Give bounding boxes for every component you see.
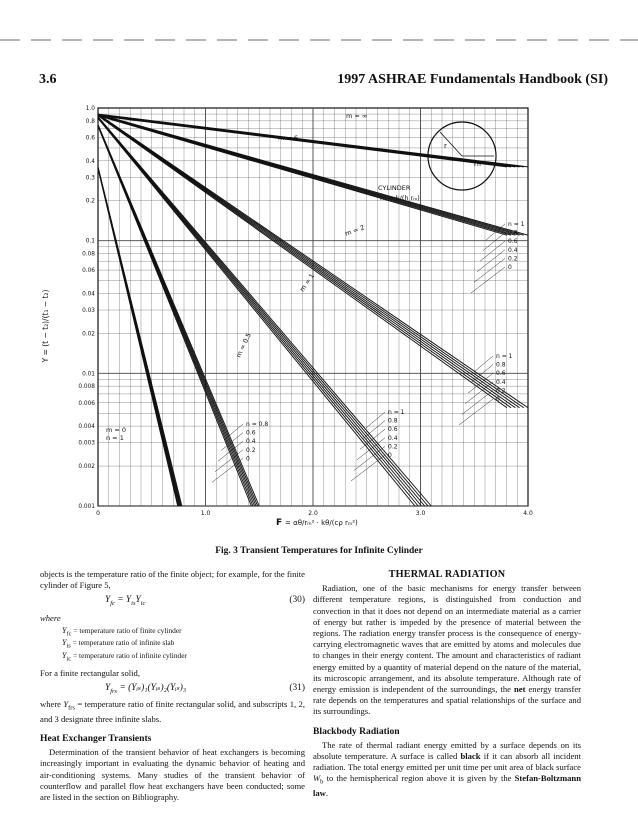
y-tick-label: 0.02 <box>82 331 95 338</box>
n-leader-line <box>474 356 493 372</box>
label-m-0: m = 0 <box>106 426 127 434</box>
y-tick-label: 0.01 <box>82 371 95 378</box>
n-value-label: 0.8 <box>508 229 518 237</box>
x-tick-label: 1.0 <box>200 510 211 517</box>
heat-exchanger-heading: Heat Exchanger Transients <box>40 732 152 744</box>
n-leader-line <box>477 250 505 272</box>
n-value-label: 0.4 <box>508 246 518 254</box>
y-tick-label: 0.4 <box>85 158 95 165</box>
n-value-label: 0.2 <box>508 255 518 263</box>
x-tick-label: 2.0 <box>308 510 318 517</box>
n-value-label: 0.2 <box>496 387 506 395</box>
n-leader-line <box>366 412 385 428</box>
y-tick-label: 0.2 <box>85 198 95 205</box>
def-yfc: $Y_{fc}$ = temperature ratio of finite cylinder <box>62 625 182 638</box>
n-value-label: 0.6 <box>496 370 506 378</box>
n-value-label: 0.2 <box>388 443 398 451</box>
figure-caption: Fig. 3 Transient Temperatures for Infinite Cylinder <box>215 546 423 556</box>
x-axis-formula: = αθ/rₘ² · kθ/(cρ rₘ²) <box>285 519 358 527</box>
n-value-label: 0 <box>388 452 392 459</box>
n-value-label: 0.4 <box>388 434 398 442</box>
blackbody-paragraph: The rate of thermal radiant energy emitted by a surface depends on its absolute temperature. A surface is called black if it can absorb all incident radiation. The total energy emitted per unit time per unit area of black surface $W_b$ to the hemispherical region above it is given by the Stefan-Boltzmann law. <box>313 739 581 799</box>
n-value-label: 0.6 <box>388 426 398 434</box>
inset-formula: m = k/(h rₘ) <box>380 194 420 202</box>
n-value-label: n = 0.8 <box>246 421 269 428</box>
after-31-text: where $Y_{frs}$ = temperature ratio of finite rectangular solid, and subscripts 1, 2, and 3 designate three infinite slabs. <box>40 698 305 724</box>
n-parameter-labels <box>212 221 525 482</box>
label-m-6: m = 6 <box>278 134 299 142</box>
chart-grid <box>98 108 528 506</box>
label-m-1: m = 1 <box>298 272 317 294</box>
y-tick-label: 0.6 <box>85 135 95 142</box>
n-value-label: n = 1 <box>508 221 525 228</box>
inset-rm-label: rₘ <box>474 160 482 168</box>
y-tick-label: 0.03 <box>82 308 95 315</box>
label-m-2: m = 2 <box>343 223 366 238</box>
y-axis-label: Y = (t − t₂)/(t₁ − t₂) <box>41 289 50 363</box>
curve-m1 <box>98 118 415 506</box>
n-value-label: 0 <box>246 455 250 463</box>
equation-30-number: (30) <box>289 595 305 606</box>
curve-m6 <box>98 116 507 235</box>
chart-ticks <box>78 106 533 517</box>
n-value-label: 0.6 <box>246 429 256 437</box>
section-number: 3.6 <box>39 72 57 87</box>
label-n-1-a: n = 1 <box>106 434 124 442</box>
n-value-label: n = 1 <box>388 409 405 416</box>
equation-30: $Y_{fc} = Y_{is}Y_{ic}$ (30) <box>105 595 305 608</box>
y-tick-label: 0.06 <box>82 268 95 275</box>
n-value-label: 0.6 <box>508 238 518 246</box>
curve-m1 <box>98 118 418 506</box>
y-tick-label: 0.008 <box>78 384 95 391</box>
equation-31: $Y_{frs}$ = (Yᵢₛ)₁(Yᵢₛ)₂(Yᵢₛ)₃ (31) <box>105 682 305 695</box>
right-column <box>313 569 581 800</box>
definitions-list <box>40 626 305 664</box>
equation-31-number: (31) <box>289 682 305 693</box>
n-value-label: 0 <box>496 396 500 403</box>
blackbody-heading: Blackbody Radiation <box>313 725 400 737</box>
label-m-half: m = 0.5 <box>234 331 253 359</box>
y-tick-label: 0.1 <box>85 238 95 245</box>
y-tick-label: 0.3 <box>85 175 95 182</box>
left-column <box>40 569 305 803</box>
y-tick-label: 0.08 <box>82 251 95 258</box>
n-leader-line <box>360 429 385 449</box>
y-tick-label: 0.04 <box>82 291 95 298</box>
y-tick-label: 0.004 <box>78 424 95 431</box>
thermal-radiation-heading: THERMAL RADIATION <box>388 569 506 580</box>
radiation-paragraph: Radiation, one of the basic mechanisms for energy transfer between different temperature regions, is distinguished from conduction and convection in that it does not depend on an intermediate material as a carrier of energy but rather is impeded by the presence of material between the regions. The radiation energy transfer process is the consequence of energy-carrying electromagnetic waves that are emitted by atoms and molecules due to changes in their energy content. The amount and characteristics of radiant energy emitted by a quantity of material depend on the nature of the material, its microscopic arrangement, and its absolute temperature. Although rate of energy emission is independent of the surroundings, the net energy transfer rate depends on the temperatures and spatial relationships of the surface and its surroundings. <box>313 583 581 717</box>
def-yic: $Y_{ic}$ = temperature ratio of infinite cylinder <box>62 650 187 663</box>
running-head: 1997 ASHRAE Fundamentals Handbook (SI) <box>337 72 608 87</box>
label-m-inf: m = ∞ <box>346 112 368 120</box>
n-leader-line <box>483 233 505 251</box>
y-tick-label: 0.8 <box>85 118 95 125</box>
where-label: where <box>40 613 61 624</box>
n-leader-line <box>480 241 505 261</box>
n-value-label: 0.4 <box>496 378 506 386</box>
curve-m05 <box>98 126 251 506</box>
rect-intro: For a finite rectangular solid, <box>40 667 140 678</box>
y-tick-label: 0.002 <box>78 464 95 471</box>
inset-title: CYLINDER <box>378 184 411 192</box>
def-yis: $Y_{is}$ = temperature ratio of infinite slab <box>62 638 175 650</box>
y-tick-label: 0.003 <box>78 440 95 447</box>
n-value-label: 0.8 <box>496 361 506 369</box>
x-axis-label: F <box>276 518 283 528</box>
n-value-label: 0.8 <box>388 417 398 425</box>
n-value-label: n = 1 <box>496 353 513 360</box>
x-tick-label: 4.0 <box>523 510 533 517</box>
y-tick-label: 1.0 <box>85 106 95 112</box>
cylinder-inset <box>378 122 496 202</box>
x-tick-label: 0 <box>96 510 100 517</box>
transient-temperature-chart <box>28 96 548 541</box>
intro-paragraph: objects is the temperature ratio of the finite object; for example, for the finite cylinder of Figure 5, <box>40 569 305 591</box>
n-value-label: 0.4 <box>246 438 256 446</box>
n-value-label: 0 <box>508 264 512 271</box>
n-value-label: 0.2 <box>246 446 256 454</box>
n-leader-line <box>471 267 505 293</box>
x-tick-label: 3.0 <box>415 510 426 517</box>
inset-r-label: r <box>444 142 447 150</box>
y-tick-label: 0.001 <box>78 504 95 510</box>
heat-exchanger-paragraph: Determination of the transient behavior of heat exchangers is becoming increasingly important in evaluating the dynamic behavior of heating and air-conditioning systems. Many studies of the transient behavior of counterflow and parallel flow heat exchangers have been conducted; some are listed in the section on Bibliography. <box>40 747 305 802</box>
top-dashed-rule <box>0 39 638 41</box>
y-tick-label: 0.006 <box>78 400 95 407</box>
